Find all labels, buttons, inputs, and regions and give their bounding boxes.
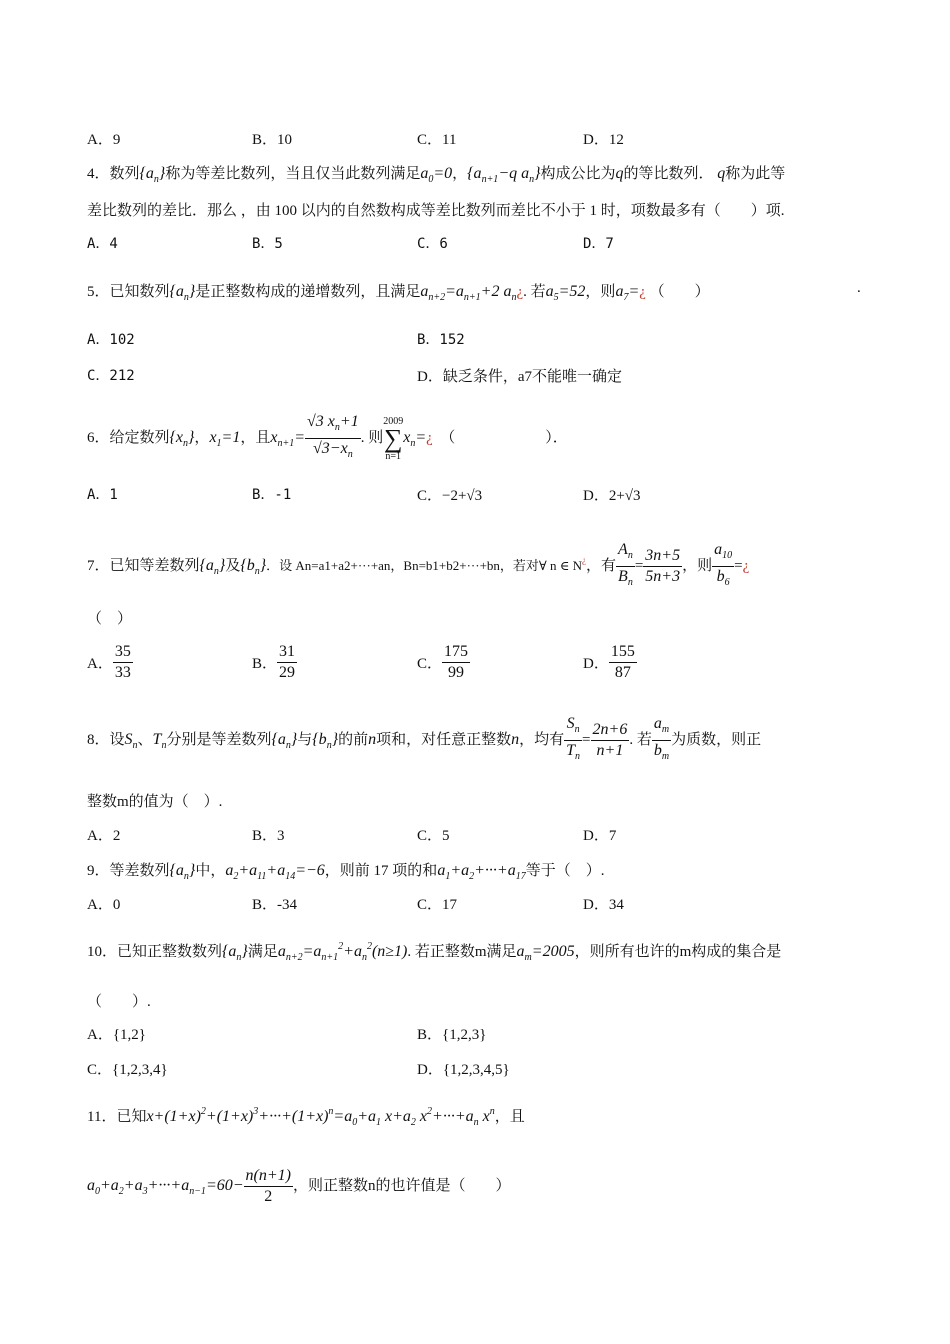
- q3-option-a[interactable]: A．9: [87, 132, 121, 148]
- q10-stem: 10．已知正整数数列$\{a_n\}$满足$a_{n+2}=a_{n+1}^2+a_n^2(n\ge 1)$. 若正整数m满足$a_m=2005$，则所有也许的m构成的集合是: [87, 941, 782, 963]
- q10-option-b[interactable]: B．{1,2,3}: [417, 1027, 487, 1043]
- q9-option-c[interactable]: C．17: [417, 897, 458, 913]
- q6-sum-symbol: 2009 ∑ n=1: [383, 415, 404, 462]
- q10-options-row1: [87, 1023, 867, 1045]
- q5-stem: 5．已知数列$\{a_n\}$是正整数构成的递增数列，且满足$a_{n+2}=a_{n+1}+2$ $a_n¿$. 若$a_5=52$，则$a_7=¿$ （ ） .: [87, 280, 861, 303]
- q4-option-c[interactable]: C．6: [417, 236, 448, 252]
- q11-stem-line1: 11．已知$x+(1+x)^2+(1+x)^3+\cdot\cdot\cdot+(1+x)^n=a_0+a_1$ $x+a_2$ $x^2+\cdot\cdot\cdot+a_n$ $x^n$，且: [87, 1106, 525, 1128]
- q8-options: [87, 824, 867, 846]
- q4-options: [87, 233, 867, 255]
- q8-option-b[interactable]: B．3: [252, 828, 285, 844]
- q5-option-b[interactable]: B．152: [417, 332, 465, 348]
- q3-options: [87, 128, 867, 150]
- q11-stem-line2: $a_0+a_2+a_3+\cdot\cdot\cdot+a_{n-1}=60-$ $\frac{n(n+1)}{2}$ ，则正整数n的也许值是（ ）: [87, 1167, 511, 1205]
- q4-option-d[interactable]: D．7: [583, 236, 614, 252]
- q8-option-a[interactable]: A．2: [87, 828, 121, 844]
- q9-option-a[interactable]: A．0: [87, 897, 121, 913]
- q7-ratio-fraction: $\frac{A_n}{B_n}$: [618, 541, 633, 588]
- q5-options-row2: [87, 365, 867, 387]
- q6-option-d[interactable]: D．2+√3: [583, 488, 641, 504]
- q8-stem-line2: 整数m的值为（ ）.: [87, 794, 223, 810]
- q6-recurrence-fraction: $\frac{√3 x_n+1}{√3-x_n}$: [307, 413, 359, 460]
- q8-ratio-fraction: $\frac{S_n}{T_n}$: [566, 715, 581, 762]
- q7-paren: （ ）: [87, 611, 133, 627]
- q6-option-b[interactable]: B．-1: [252, 487, 292, 503]
- q7-option-c[interactable]: C． $\frac{175}{99}$: [417, 643, 469, 681]
- q3-option-b[interactable]: B．10: [252, 132, 293, 148]
- q11-fraction: $\frac{n(n+1)}{2}$: [245, 1167, 291, 1205]
- q9-stem: 9．等差数列$\{a_n\}$中，$a_2+a_{11}+a_{14}=-6$，则前 17 项的和$a_1+a_2+\cdot\cdot\cdot+a_{17}$等于（ ）.: [87, 862, 605, 882]
- q7-option-d[interactable]: D． $\frac{155}{87}$: [583, 643, 635, 681]
- q7-option-a[interactable]: A． $\frac{35}{33}$: [87, 643, 131, 681]
- q6-option-c[interactable]: C．−2+√3: [417, 488, 483, 504]
- q7-options: [87, 642, 867, 688]
- q10-option-c[interactable]: C．{1,2,3,4}: [87, 1062, 168, 1078]
- q6-option-a[interactable]: A．1: [87, 487, 118, 503]
- q10-option-d[interactable]: D．{1,2,3,4,5}: [417, 1062, 510, 1078]
- q8-option-c[interactable]: C．5: [417, 828, 450, 844]
- q10-options-row2: [87, 1058, 867, 1080]
- q9-options: [87, 893, 867, 915]
- q8-option-d[interactable]: D．7: [583, 828, 617, 844]
- q6-stem: 6．给定数列$\{x_n\}$，$x_1=1$，且$x_{n+1}=$ $\frac{√3 x_n+1}{√3-x_n}$ . 则 2009 ∑ n=1 $x_n=¿$ （ ）．: [87, 412, 568, 465]
- q7-target-fraction: $\frac{a_{10}}{b_6}$: [714, 541, 733, 588]
- q8-prime-fraction: $\frac{a_m}{b_m}$: [653, 715, 670, 762]
- q4-option-b[interactable]: B．5: [252, 236, 283, 252]
- q5-options-row1: [87, 329, 867, 351]
- q3-option-c[interactable]: C．11: [417, 132, 457, 148]
- q6-options: [87, 484, 867, 506]
- q5-option-c[interactable]: C．212: [87, 368, 135, 384]
- q8-stem-line1: 8．设$S_n$、$T_n$分别是等差数列$\{a_n\}$与$\{b_n\}$的前n项和，对任意正整数n，均有 $\frac{S_n}{T_n}$ = $\frac{2n+6}{n+1}$ . 若 $\frac{a_m}{b_m}$ 为质数，则正: [87, 714, 761, 767]
- q10-option-a[interactable]: A．{1,2}: [87, 1027, 146, 1043]
- q7-stem: 7．已知等差数列$\{a_n\}$及$\{b_n\}$．设 An=a1+a2+···+an，Bn=b1+b2+···+bn，若对∀ n ∈ N¿，有 $\frac{A_n}{B_n}$ = $\frac{3n+5}{5n+3}$ ，则 $\frac{a_{10}}{b_6}$ =¿: [87, 540, 749, 593]
- q5-option-d[interactable]: D．缺乏条件，a7不能唯一确定: [417, 369, 622, 385]
- q10-paren: （ ）.: [87, 994, 151, 1010]
- q7-option-b[interactable]: B． $\frac{31}{29}$: [252, 643, 296, 681]
- q4-stem-line1: 4．数列$\{a_n\}$称为等差比数列，当且仅当此数列满足$a_0=0$，{$a_{n+1}-q$ $a_n$}构成公比为q的等比数列． q称为此等: [87, 165, 786, 185]
- q3-option-d[interactable]: D．12: [583, 132, 624, 148]
- q9-option-d[interactable]: D．34: [583, 897, 624, 913]
- q4-option-a[interactable]: A．4: [87, 236, 118, 252]
- q4-stem-line2: 差比数列的差比．那么 ，由 100 以内的自然数构成等差比数列而差比不小于 1 时，项数最多有（ ）项.: [87, 203, 785, 219]
- q5-option-a[interactable]: A．102: [87, 332, 135, 348]
- q9-option-b[interactable]: B．-34: [252, 897, 298, 913]
